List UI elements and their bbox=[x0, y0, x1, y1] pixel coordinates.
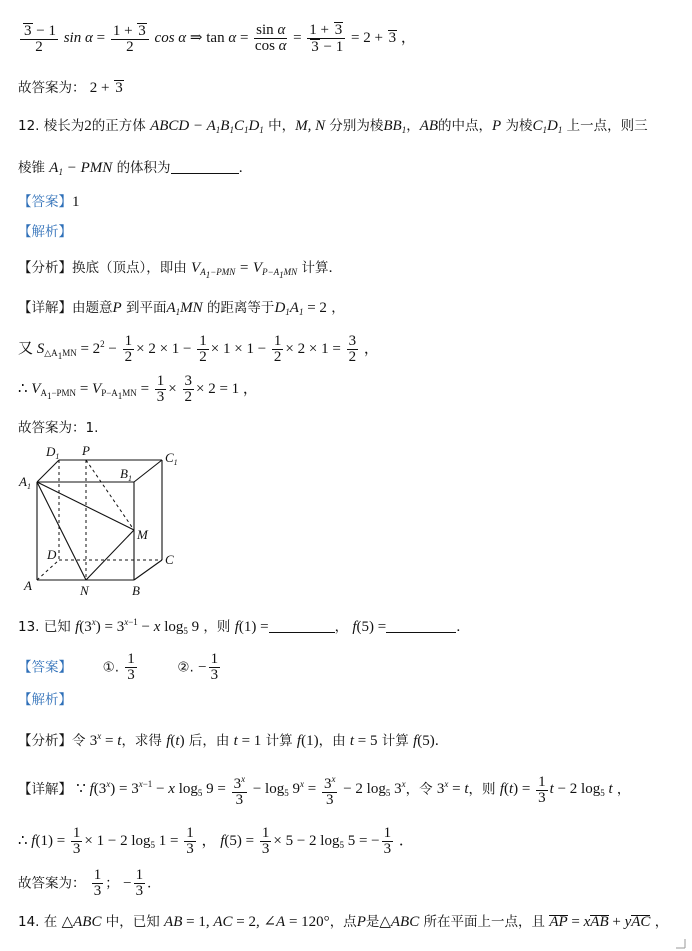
q12-p: P bbox=[112, 300, 122, 316]
q11-final-answer: 故答案为： 2 + 3 bbox=[18, 80, 123, 96]
q12-fenxi: 【分析】换底（顶点），即由 $V_{A_1-PMN} = V_{P-A_1MN}$ 计算． bbox=[18, 260, 342, 280]
q12-text: ， bbox=[406, 118, 420, 134]
q13-xiangjie: 【详解】 ∵ $f(3^x) = 3^{x-1} - x$ $\log_5 9$ = $\frac{3^x}{3}$ − $\log_5 9^x$ = $\frac{3^x}{3}$ − 2 $\log_5 3^x$，令 $3^x = t$，则 f(t) = $\frac{1}{3}$ t − 2 $\log_5 t$ ， bbox=[18, 773, 631, 808]
label-d1: $D_1$ bbox=[46, 444, 60, 461]
q12-text: 上一点，则三 bbox=[566, 118, 648, 134]
q14-text: 是 bbox=[365, 914, 380, 930]
q14-text: ，点 bbox=[329, 914, 357, 930]
q13-jiexi-tag: 【解析】 bbox=[18, 692, 72, 708]
q13-text: 已知 bbox=[43, 619, 71, 635]
q12-text: 棱长为 bbox=[43, 118, 85, 134]
label-a: A bbox=[24, 578, 32, 593]
hidden-edge-ad bbox=[37, 560, 59, 580]
q12-text: 棱锥 bbox=[18, 160, 45, 176]
q12-area-line: 又 $S_{\triangle A_1MN} = 2^2$ − $\frac{1}{2}$ × 2 × 1 − $\frac{1}{2}$ × 1 × 1 − $\frac{1}{2}$ × 2 × 1 = $\frac{3}{2}$ ， bbox=[18, 333, 379, 366]
edge-b1c1 bbox=[134, 460, 162, 482]
q12-text: 的正方体 bbox=[91, 118, 146, 134]
q12-text: 的体积为 bbox=[116, 160, 171, 176]
q12-text: 分别为棱 bbox=[329, 118, 384, 134]
q12-xiangjie: 【详解】由题意P 到平面$A_1MN$ 的距离等于$D_1A_1 = 2$ ， bbox=[18, 300, 345, 317]
q12-stem-line2: 棱锥 $A_1$ − PMN 的体积为 ． bbox=[18, 160, 253, 177]
xiangjie-tag: 【详解】 bbox=[18, 781, 72, 798]
q14-text: 所在平面上一点，且 bbox=[423, 914, 546, 930]
answer-tag: 【答案】 bbox=[18, 194, 72, 210]
q13-ans2-mark: ②. bbox=[177, 659, 194, 676]
label-m: M bbox=[137, 527, 148, 542]
q13-ans1-mark: ①. bbox=[102, 659, 119, 676]
q12-answer-value: 1 bbox=[72, 194, 80, 210]
q12-text: 由题意 bbox=[72, 300, 113, 316]
q12-text: 的距离等于 bbox=[206, 300, 275, 316]
q12-text: ． bbox=[238, 160, 253, 176]
label-p: P bbox=[82, 443, 90, 458]
q12-jiexi-tag: 【解析】 bbox=[18, 224, 72, 240]
answer-prefix: 故答案为： bbox=[18, 875, 86, 892]
q14-text: 中，已知 bbox=[105, 914, 160, 930]
q12-final: 故答案为：1. bbox=[18, 420, 99, 436]
label-n: N bbox=[80, 583, 89, 598]
answer-blank[interactable] bbox=[171, 173, 239, 174]
cube-diagram bbox=[14, 440, 194, 600]
edge-a1d1 bbox=[37, 460, 59, 482]
q14-p: P bbox=[356, 914, 366, 930]
q13-number: 13. bbox=[18, 619, 40, 635]
q12-answer bbox=[18, 192, 80, 212]
label-a1: $A_1$ bbox=[19, 474, 31, 491]
label-b: B bbox=[132, 583, 140, 598]
fenxi-tag: 【分析】 bbox=[18, 733, 72, 749]
q12-fenxi-end: 计算． bbox=[301, 260, 342, 276]
q12-text: 为棱 bbox=[505, 118, 533, 134]
answer-tag: 【答案】 bbox=[18, 659, 72, 676]
q14-stem: 14. 在 △ABC 中，已知 AB = 1, AC = 2, ∠A = 120°，点P是△ABC 所在平面上一点，且 AP = xAB + yAC ， bbox=[18, 914, 669, 930]
label-b1: $B_1$ bbox=[120, 466, 132, 483]
q12-p: P bbox=[492, 118, 502, 134]
edge-bc bbox=[134, 560, 162, 580]
q12-text: 的中点， bbox=[438, 118, 493, 134]
segment-nm bbox=[86, 530, 134, 580]
q13-stem: 13. 已知 $f(3^x) = 3^{x-1} - x$ $\log_5 9$ ，则 f(1) = ， f(5) = ． bbox=[18, 617, 470, 636]
formula-line-tan: $\frac{3 - 1}{2}$ sin α = $\frac{1 + 3}{2}$ cos α ⇒ tan α = $\frac{\text{sin α}}{\text{cos α}}$ = $\frac{1 + 3}{3 - 1}$ = 2 + 3 ， bbox=[18, 22, 416, 55]
segment-a1n bbox=[37, 482, 86, 580]
q13-answer: 【答案】 ①. $\frac{1}{3}$ ②. − $\frac{1}{3}$ bbox=[18, 651, 219, 683]
q12-text: 中， bbox=[268, 118, 296, 134]
q13-end: ． bbox=[147, 875, 161, 892]
q12-number: 12. bbox=[18, 118, 40, 134]
q12-edge-ab: AB bbox=[419, 118, 439, 134]
answer-blank-1[interactable] bbox=[269, 632, 335, 633]
q13-sep: ； bbox=[105, 875, 119, 892]
q12-mn: M, N bbox=[295, 118, 326, 134]
q13-text: ，则 bbox=[203, 619, 231, 635]
q12-volume-line: ∴ $V_{A_1-PMN} = V_{P-A_1MN}$ = $\frac{1}{3}$ × $\frac{3}{2}$ × 2 = 1 ， bbox=[18, 373, 258, 405]
q12-text: 到平面 bbox=[125, 300, 167, 316]
answer-prefix: 故答案为： bbox=[18, 80, 86, 96]
q13-text: ， bbox=[334, 619, 349, 635]
q12-fenxi-text: 换底（顶点），即由 bbox=[72, 260, 187, 276]
label-d: D bbox=[47, 547, 57, 562]
q13-text: ． bbox=[456, 619, 470, 635]
q14-text: 在 bbox=[43, 914, 58, 930]
fenxi-tag: 【分析】 bbox=[18, 260, 72, 276]
xiangjie-tag: 【详解】 bbox=[18, 300, 72, 316]
answer-blank-2[interactable] bbox=[386, 632, 456, 633]
q14-number: 14. bbox=[18, 914, 40, 930]
label-c1: $C_1$ bbox=[165, 450, 178, 467]
q13-final: 故答案为： $\frac{1}{3}$ ； − $\frac{1}{3}$ ． bbox=[18, 867, 161, 899]
label-c: C bbox=[165, 552, 174, 567]
page-corner-mark bbox=[676, 939, 686, 949]
q12-stem-line1: 12. 棱长为2的正方体 ABCD − $A_1B_1C_1D_1$ 中，M, N 分别为棱$BB_1$，AB的中点，P 为棱$C_1D_1$ 上一点，则三 bbox=[18, 118, 648, 135]
q13-result: ∴ f(1) = $\frac{1}{3}$ × 1 − 2 $\log_5 1$ = $\frac{1}{3}$ ， f(5) = $\frac{1}{3}$ × 5 − 2 $\log_5 5$ = − $\frac{1}{3}$ ． bbox=[18, 825, 414, 857]
q13-fenxi: 【分析】令 $3^x = t$，求得 f(t) 后，由 t = 1 计算 f(1)，由 t = 5 计算 f(5)． bbox=[18, 731, 449, 749]
q12-edge: 2 bbox=[84, 118, 92, 134]
